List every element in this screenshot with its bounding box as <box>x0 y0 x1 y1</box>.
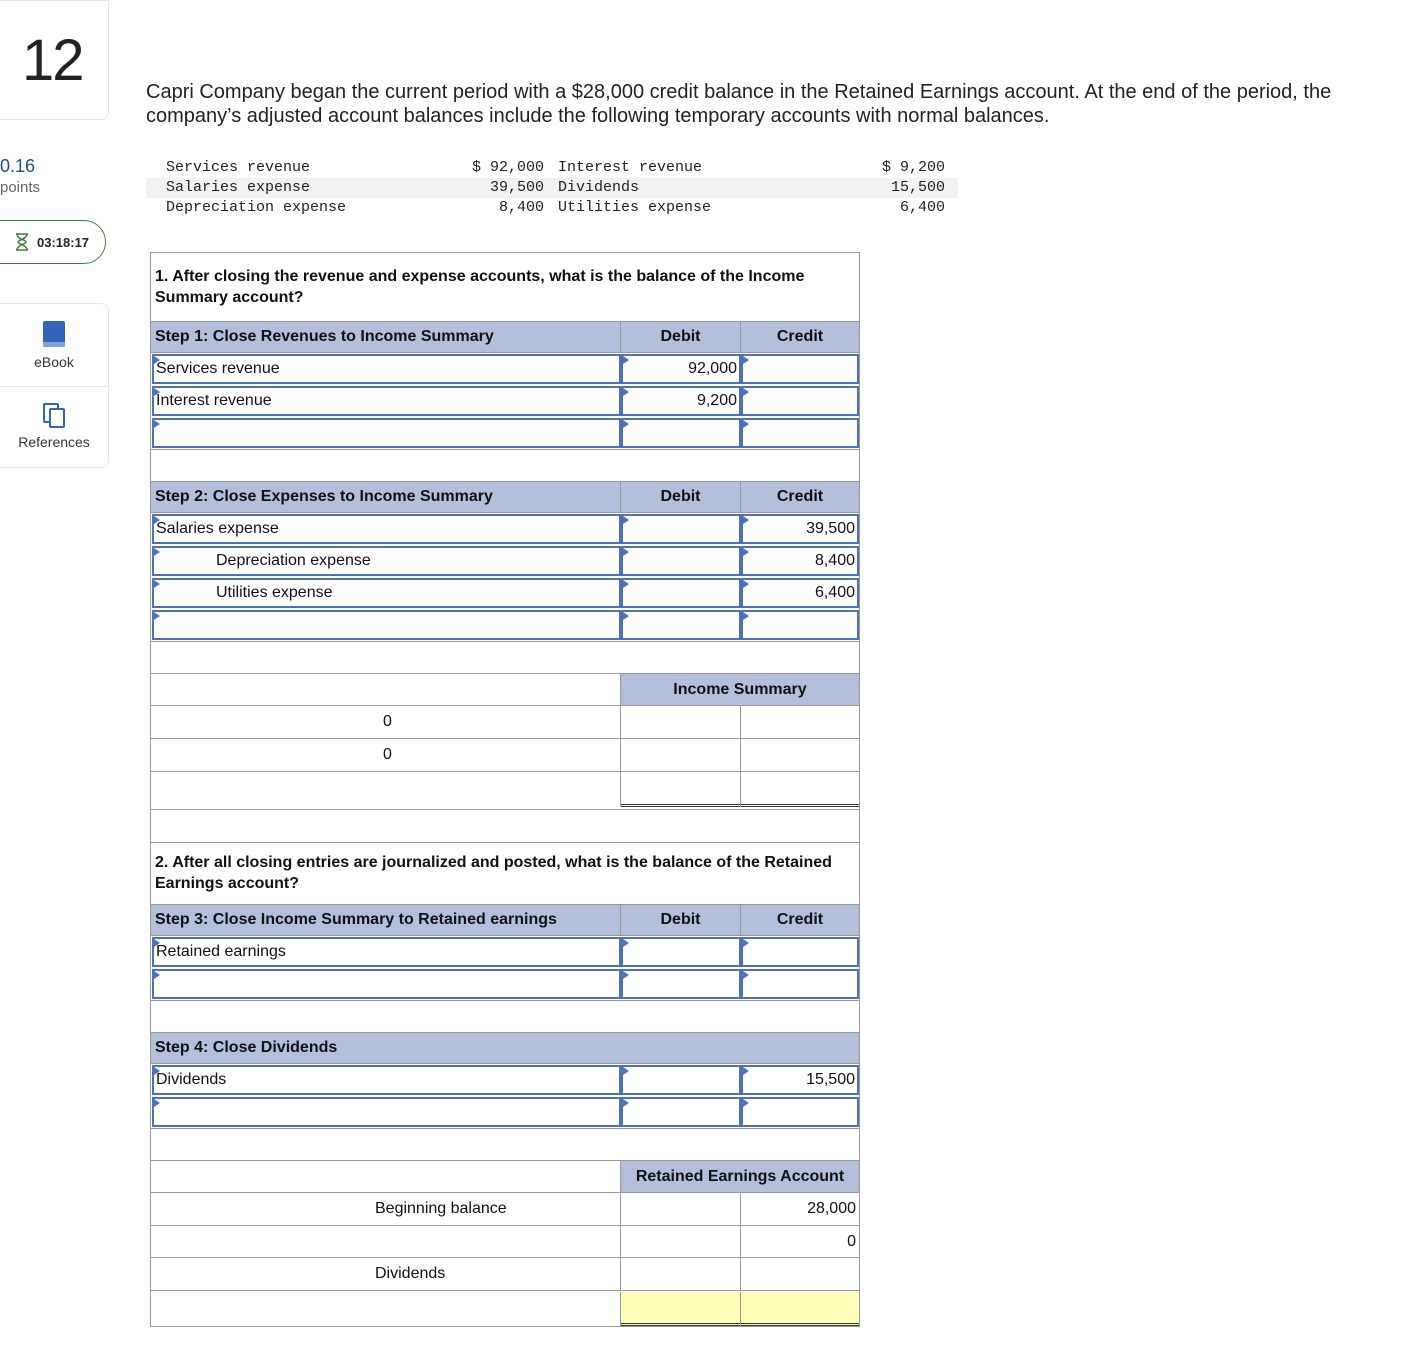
question-number-box <box>0 0 109 120</box>
account-amount: 6,400 <box>899 199 945 216</box>
account-select[interactable]: Retained earnings <box>152 937 621 967</box>
debit-input[interactable] <box>621 937 741 967</box>
credit-input[interactable]: 6,400 <box>741 578 859 608</box>
credit-input[interactable] <box>741 610 859 640</box>
debit-input[interactable]: 92,000 <box>621 354 741 384</box>
spacer-row <box>151 810 859 843</box>
journal-row <box>151 545 859 577</box>
income-summary-debit-cell[interactable] <box>620 739 740 771</box>
credit-input[interactable] <box>741 969 859 999</box>
account-amount: 8,400 <box>498 199 544 216</box>
account-name: Salaries expense <box>166 179 311 196</box>
income-summary-debit-total[interactable] <box>620 772 740 807</box>
account-amount: 15,500 <box>890 179 945 196</box>
debit-header: Debit <box>620 322 740 352</box>
retained-earnings-row <box>151 1226 859 1258</box>
step4-header <box>151 1032 859 1064</box>
account-name: Dividends <box>558 179 640 196</box>
references-label: References <box>18 434 90 450</box>
account-select[interactable] <box>152 1097 621 1127</box>
income-summary-value: 0 <box>383 746 392 763</box>
debit-input[interactable] <box>621 418 741 448</box>
book-icon <box>42 320 66 348</box>
debit-header: Debit <box>620 905 740 935</box>
beginning-balance-label: Beginning balance <box>375 1200 507 1217</box>
step2-title: Step 2: Close Expenses to Income Summary <box>155 488 493 505</box>
retained-earnings-header-row <box>151 1160 859 1193</box>
retained-earnings-total-row <box>151 1291 859 1326</box>
debit-input[interactable] <box>621 1097 741 1127</box>
retained-earnings-credit-cell[interactable]: 0 <box>740 1226 859 1257</box>
question-1: 1. After closing the revenue and expense accounts, what is the balance of the Income Summary account? <box>155 268 805 306</box>
income-summary-value: 0 <box>383 713 392 730</box>
account-name: Utilities expense <box>558 199 712 216</box>
references-button[interactable] <box>0 402 108 450</box>
step1-title: Step 1: Close Revenues to Income Summary <box>155 328 494 345</box>
points-value: 0.16 <box>0 156 36 176</box>
account-amount: 39,500 <box>489 179 544 196</box>
credit-header: Credit <box>740 322 859 352</box>
debit-input[interactable] <box>621 514 741 544</box>
credit-input[interactable] <box>741 354 859 384</box>
account-select[interactable]: Utilities expense <box>152 578 621 608</box>
ebook-button[interactable] <box>0 320 108 370</box>
account-select[interactable]: Depreciation expense <box>152 546 621 576</box>
journal-row <box>151 1064 859 1096</box>
question-2: 2. After all closing entries are journalized and posted, what is the balance of the Retained Earnings account? <box>155 854 832 892</box>
question-number: 12 <box>22 28 83 93</box>
account-select[interactable]: Services revenue <box>152 354 621 384</box>
credit-input[interactable] <box>741 418 859 448</box>
tools-panel <box>0 303 109 468</box>
account-amount: $ 9,200 <box>881 159 945 176</box>
credit-header: Credit <box>740 905 859 935</box>
credit-input[interactable]: 8,400 <box>741 546 859 576</box>
spacer-row <box>151 641 859 674</box>
journal-row <box>151 1096 859 1128</box>
income-summary-credit-total[interactable] <box>740 772 859 807</box>
credit-input[interactable] <box>741 937 859 967</box>
credit-input[interactable]: 39,500 <box>741 514 859 544</box>
hourglass-icon <box>15 233 29 251</box>
step3-header <box>151 904 859 936</box>
account-select[interactable]: Interest revenue <box>152 386 621 416</box>
retained-earnings-credit-cell[interactable] <box>740 1258 859 1290</box>
income-summary-credit-cell[interactable] <box>740 706 859 738</box>
retained-earnings-credit-total[interactable] <box>740 1292 859 1326</box>
step2-header <box>151 481 859 513</box>
spacer-row <box>151 1000 859 1033</box>
closing-entries-worksheet <box>150 252 860 1327</box>
retained-earnings-title: Retained Earnings Account <box>620 1160 859 1192</box>
account-name: Services revenue <box>166 159 311 176</box>
income-summary-title: Income Summary <box>620 673 859 705</box>
retained-earnings-debit-total[interactable] <box>620 1292 740 1326</box>
debit-input[interactable] <box>621 1065 741 1095</box>
account-amount: $ 92,000 <box>471 159 544 176</box>
journal-row <box>151 577 859 609</box>
spacer-row <box>151 1128 859 1161</box>
journal-row <box>151 417 859 449</box>
income-summary-credit-cell[interactable] <box>740 739 859 771</box>
journal-row <box>151 609 859 641</box>
points-label: points <box>0 179 41 196</box>
account-row <box>146 178 958 198</box>
retained-earnings-row <box>151 1193 859 1226</box>
debit-header: Debit <box>620 482 740 512</box>
account-select[interactable]: Salaries expense <box>152 514 621 544</box>
journal-row <box>151 936 859 968</box>
journal-row <box>151 513 859 545</box>
account-balances-table <box>146 158 958 218</box>
account-name: Depreciation expense <box>166 199 347 216</box>
dividends-label: Dividends <box>375 1265 446 1282</box>
retained-earnings-debit-cell[interactable] <box>620 1258 740 1290</box>
step3-title: Step 3: Close Income Summary to Retained earnings <box>155 911 557 928</box>
journal-row <box>151 385 859 417</box>
points-display <box>0 156 40 196</box>
account-select[interactable] <box>152 969 621 999</box>
account-row <box>146 158 958 178</box>
credit-input[interactable]: 15,500 <box>741 1065 859 1095</box>
account-row <box>146 198 958 218</box>
credit-header: Credit <box>740 482 859 512</box>
debit-input[interactable] <box>621 969 741 999</box>
debit-input[interactable] <box>621 546 741 576</box>
retained-earnings-debit-cell[interactable] <box>620 1226 740 1257</box>
references-icon <box>42 402 66 428</box>
credit-input[interactable] <box>741 1097 859 1127</box>
spacer-row <box>151 449 859 483</box>
income-summary-row <box>151 739 859 772</box>
step4-title: Step 4: Close Dividends <box>155 1039 338 1056</box>
ebook-label: eBook <box>34 354 74 370</box>
income-summary-header-row <box>151 673 859 706</box>
account-select[interactable] <box>152 610 621 640</box>
tools-divider <box>0 386 108 387</box>
timer-text: 03:18:17 <box>37 234 90 250</box>
retained-earnings-debit-cell[interactable] <box>620 1193 740 1225</box>
debit-input[interactable]: 9,200 <box>621 386 741 416</box>
timer-badge[interactable] <box>0 220 106 264</box>
retained-earnings-row <box>151 1258 859 1291</box>
income-summary-row <box>151 706 859 739</box>
account-name: Interest revenue <box>558 159 703 176</box>
income-summary-total-row <box>151 772 859 810</box>
beginning-balance-credit[interactable]: 28,000 <box>740 1193 859 1225</box>
debit-input[interactable] <box>621 578 741 608</box>
question-intro: Capri Company began the current period with a $28,000 credit balance in the Retained Earnings account. At the end of the period, the company’s adjusted account balances include the following temporary accounts with normal balances. <box>146 81 1332 127</box>
journal-row <box>151 968 859 1000</box>
journal-row <box>151 353 859 385</box>
income-summary-debit-cell[interactable] <box>620 706 740 738</box>
debit-input[interactable] <box>621 610 741 640</box>
credit-input[interactable] <box>741 386 859 416</box>
account-select[interactable] <box>152 418 621 448</box>
step1-header <box>151 321 859 353</box>
account-select[interactable]: Dividends <box>152 1065 621 1095</box>
